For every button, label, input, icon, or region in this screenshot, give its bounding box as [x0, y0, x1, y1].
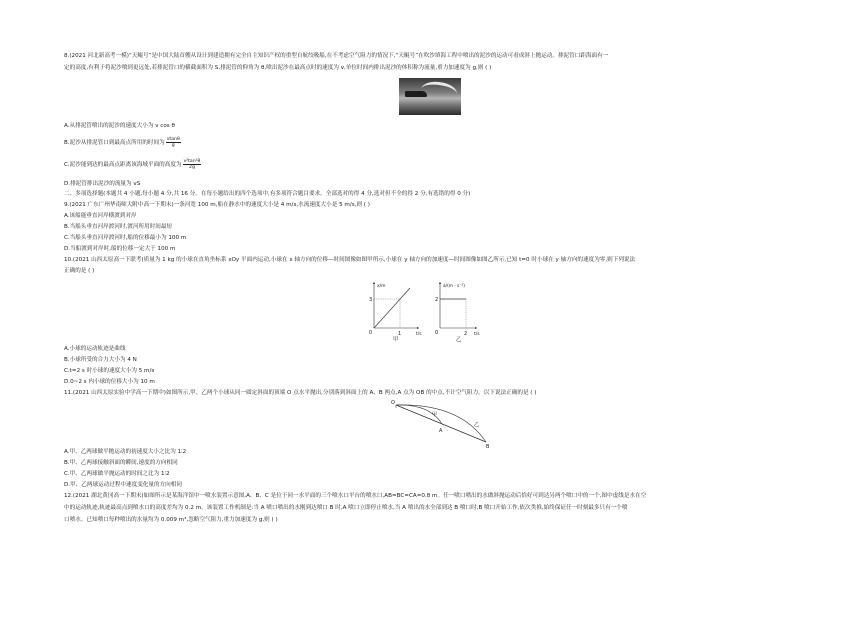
q11-label-a: A — [439, 428, 443, 434]
q10-fig1-caption: 甲 — [393, 337, 399, 342]
q10-option-d: D.0~2 s 内小球的位移大小为 10 m — [64, 379, 155, 385]
q11-label-b: B — [486, 444, 490, 450]
q9-option-d: D.当船渡到对岸时,船的位移一定大于 100 m — [64, 246, 176, 252]
q10-fig1-origin: 0 — [369, 330, 373, 336]
q11-figure-incline — [390, 400, 490, 450]
q10-fig2-origin: 0 — [435, 330, 439, 336]
q10-fig2-ylabel: a/(m · s⁻²) — [443, 284, 465, 289]
q10-fig2-x-tick: 2 — [464, 331, 468, 337]
q10-option-c: C.t=2 s 时小球的速度大小为 5 m/s — [64, 368, 155, 374]
q11-option-a: A.甲、乙两球做平抛运动的初速度大小之比为 1∶2 — [64, 449, 187, 455]
q10-figure-a-t-graph — [430, 280, 500, 342]
q8-stem: 8.(2021 河北新高考一模)“天鲲号”是中国大陆首艘从设计到建造拥有完全自主知识产权的重型自航绞吸船,在不考虑空气阻力的情况下,“天鲲号”在吹沙填海工程中喷出的泥沙的运动可看成斜上抛运动。排泥管口距海面有一 — [64, 53, 609, 59]
q10-stem-cont: 正确的是 ( ) — [64, 268, 95, 274]
q10-option-b: B.小球所受的合力大小为 4 N — [64, 357, 137, 363]
q8-stem-cont: 定的高度,有利于将泥沙喷到更远处,若排泥管口的横截面积为 S,排泥管的仰角为 θ,喷出泥沙在最高点时的速度为 v,单位时间内排出泥沙的体积称为流量,重力加速度为 g,则 ( ) — [64, 65, 492, 71]
q10-fig1-x-tick: 1 — [398, 331, 402, 337]
q10-fig2-y-tick: 2 — [435, 297, 439, 303]
q10-fig1-y-tick: 3 — [369, 297, 373, 303]
q8-option-b: B.泥沙从排泥管口到最高点所用的时间为 $\frac{vtan\theta}{g}$ — [64, 137, 180, 148]
section-2-heading: 二、多项选择题(本题共 4 小题,每小题 4 分,共 16 分。在每小题给出的四个选项中,有多项符合题目要求。全部选对的得 4 分,选对但不全的得 2 分,有选错的得 0 分) — [64, 191, 471, 197]
q10-fig2-xlabel: t/s — [474, 332, 480, 337]
q12-stem-line-2: 中的运动轨迹,轨迹最高点到喷水口的高度差均为 0.2 m。该装置工作机制是:当 A 喷口喷出的水刚到达喷口 B 时,A 喷口立即停止喷水,当 A 喷出的水全部到达 B 喷口时,B 喷口开始工作,依次类推,始终保证任一时刻最多只有一个喷 — [64, 505, 628, 511]
q8-option-d: D.排泥管排出泥沙的流量为 vS — [64, 181, 141, 187]
q10-fig2-caption: 乙 — [456, 337, 462, 342]
q10-stem: 10.(2021 山西太原高一下联考)质量为 1 kg 的小球在直角坐标系 xOy 平面内运动,小球在 x 轴方向的位移—时间图像如图甲所示,小球在 y 轴方向的加速度—时间图像如图乙所示,已知 t=0 时小球在 y 轴方向的速度为零,则下列说法 — [64, 257, 636, 263]
q11-option-d: D.甲、乙两球运动过程中速度变化量的方向相同 — [64, 482, 182, 488]
q8-option-a: A.从排泥管喷出的泥沙的速度大小为 v cos θ — [64, 123, 175, 129]
q11-label-jia: 甲 — [432, 412, 438, 418]
q10-fig1-xlabel: t/s — [416, 332, 422, 337]
q8-b-fraction: $\frac{vtan\theta}{g}$ — [166, 137, 180, 148]
q12-stem-line-3: 口喷水。已知喷口每秒喷出的水量均为 0.009 m³,忽略空气阻力,重力加速度为 g,则 ( ) — [64, 517, 278, 523]
q8-c-fraction: $\frac{\text{v²tan²θ}}{2g}$ — [183, 159, 201, 170]
q11-incline-line — [396, 405, 486, 442]
q10-figure-x-t-graph — [362, 280, 422, 342]
q11-stem: 11.(2021 山西太原实验中学高一下期中)如图所示,甲、乙两个小球从同一圆定斜面的顶端 O 点水平抛出,分别落到斜面上的 A、B 两点,A 点为 OB 的中点,不计空气阻力。以下说法正确的是 ( ) — [64, 390, 537, 396]
q11-label-yi: 乙 — [474, 422, 480, 428]
dredger-ship-photo — [399, 78, 461, 115]
q12-stem-line-1: 12.(2021 湖北黄冈高一下期末)如图所示是某海洋馆中一喷水装置示意图,A、B、C 是位于同一水平面的三个喷水口平台的喷水口,AB=BC=CA=0.8 m。任一喷口喷出的水做斜抛运动后恰好可到达另两个喷口中的一个,图中虚线是水在空 — [64, 493, 647, 499]
q9-option-c: C.当船头垂直河岸渡河时,船的位移最小为 100 m — [64, 235, 187, 241]
q10-fig1-ylabel: x/m — [377, 284, 386, 289]
q9-option-b: B.当船头垂直河岸渡河时,渡河所用时间最短 — [64, 224, 173, 230]
q8-option-c: C.泥沙能到达的最高点距离该海域平面的高度为 $\frac{\text{v²tan²θ}}{2g}$ — [64, 159, 201, 170]
q10-fig1-line — [374, 288, 410, 328]
q10-option-a: A.小球的运动轨迹是曲线 — [64, 346, 126, 352]
q11-label-o: O — [391, 400, 395, 406]
q9-option-a: A.该船能垂直河岸横渡到对岸 — [64, 213, 137, 219]
q11-option-b: B.甲、乙两球接触斜面的瞬间,速度的方向相同 — [64, 460, 178, 466]
q9-stem: 9.(2021 广东广州华南师大附中高一下期末)一条河宽 100 m,船在静水中的速度大小是 4 m/s,水流速度大小是 5 m/s,则 ( ) — [64, 202, 370, 208]
q11-option-c: C.甲、乙两球做平抛运动的时间之比为 1∶2 — [64, 471, 170, 477]
